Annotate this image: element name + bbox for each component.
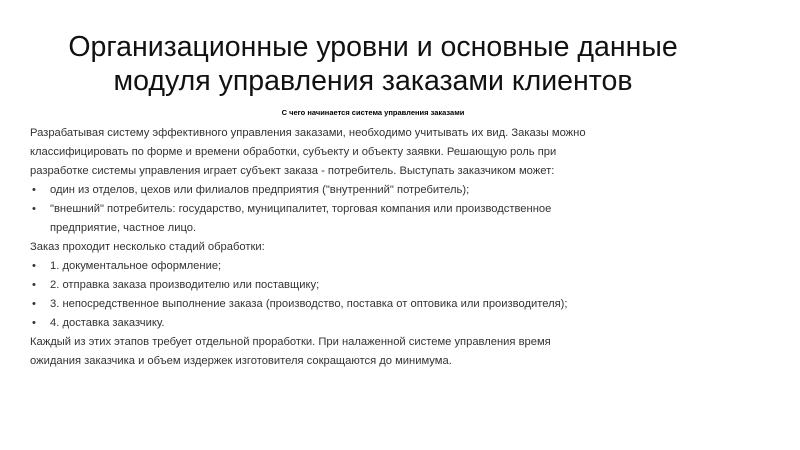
stage-item: • 3. непосредственное выполнение заказа (производство, поставка от оптовика или производителя); (30, 295, 710, 314)
customer-item-line-2: предприятие, частное лицо. (50, 222, 197, 234)
customer-item (30, 200, 710, 238)
intro-line-3: разработке системы управления играет субъект заказа - потребитель. Выступать заказчиком может: (30, 165, 555, 177)
intro-line-2: классифицировать по форме и времени обработки, субъекту и объекту заявки. Решающую роль при (30, 146, 557, 158)
intro-paragraph (30, 124, 710, 181)
customer-item-line-1: "внешний" потребитель: государство, муниципалитет, торговая компания или производственное (50, 203, 552, 215)
slide-title-line-1: Организационные уровни и основные данные (68, 31, 678, 63)
stages-intro: Заказ проходит несколько стадий обработки: (30, 241, 265, 253)
slide-title-line-2: модуля управления заказами клиентов (113, 65, 633, 97)
conclusion-paragraph (30, 333, 710, 371)
stage-item: • 4. доставка заказчику. (30, 314, 710, 333)
stage-item: • 1. документальное оформление; (30, 257, 710, 276)
conclusion-line-1: Каждый из этих этапов требует отдельной проработки. При налаженной системе управления время (30, 336, 551, 348)
slide-body (30, 124, 710, 371)
slide-title (0, 30, 746, 98)
intro-line-1: Разрабатывая систему эффективного управления заказами, необходимо учитывать их вид. Заказы можно (30, 127, 586, 139)
stages-list (30, 257, 710, 333)
conclusion-line-2: ожидания заказчика и объем издержек изготовителя сокращаются до минимума. (30, 355, 452, 367)
customer-item: • один из отделов, цехов или филиалов предприятия ("внутренний" потребитель); (30, 181, 710, 200)
customer-list (30, 181, 710, 238)
stage-item: • 2. отправка заказа производителю или поставщику; (30, 276, 710, 295)
slide-subtitle: С чего начинается система управления заказами (281, 108, 465, 117)
